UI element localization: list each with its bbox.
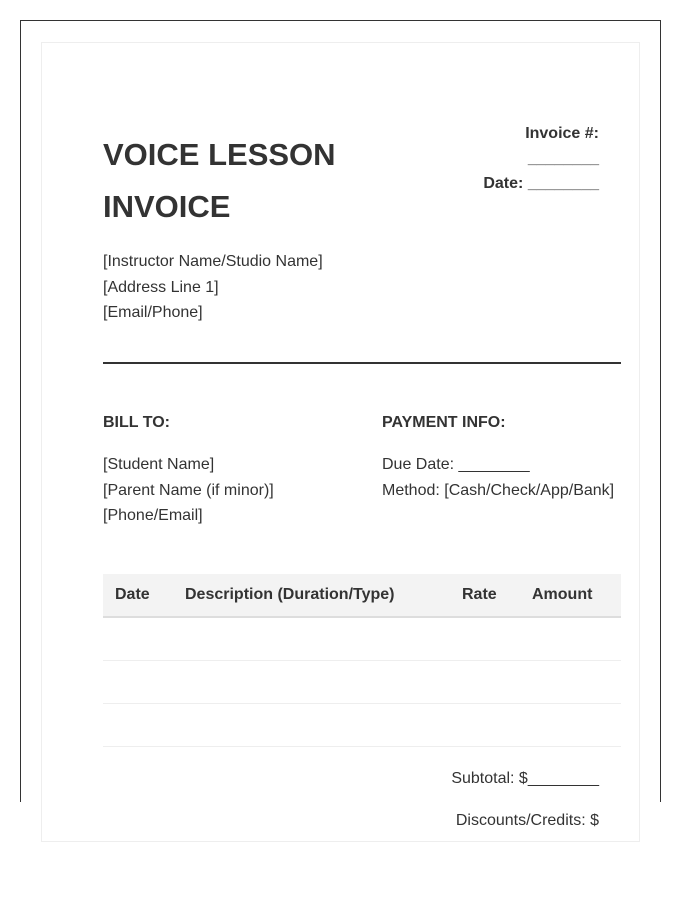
invoice-sheet xyxy=(41,42,640,842)
invoice-date-label: Date: xyxy=(483,175,524,192)
table-row xyxy=(103,703,621,704)
header-divider xyxy=(103,362,621,364)
invoice-number-value: ________ xyxy=(527,150,599,167)
invoice-frame xyxy=(20,20,661,829)
invoice-date xyxy=(449,171,599,196)
payment-method: Method: [Cash/Check/App/Bank] xyxy=(382,481,615,499)
payment-due-date: Due Date: ________ xyxy=(382,456,530,473)
payment-info-heading: PAYMENT INFO: xyxy=(382,414,506,431)
payment-info-block xyxy=(382,452,614,503)
sender-contact: [Email/Phone] xyxy=(103,304,203,321)
bill-to-heading: BILL TO: xyxy=(103,414,170,431)
discounts-line: Discounts/Credits: $ xyxy=(455,812,599,829)
invoice-title xyxy=(103,129,403,233)
table-header-row xyxy=(103,574,621,618)
table-row xyxy=(103,660,621,661)
column-header-amount: Amount xyxy=(532,586,593,603)
bill-to-contact: [Phone/Email] xyxy=(103,507,203,524)
column-header-description: Description (Duration/Type) xyxy=(185,586,395,603)
column-header-rate: Rate xyxy=(462,586,497,603)
invoice-date-value: ________ xyxy=(527,175,599,192)
invoice-meta xyxy=(449,121,599,196)
invoice-title-line-2: INVOICE xyxy=(103,189,231,224)
table-row xyxy=(103,746,621,747)
column-header-date: Date xyxy=(115,586,150,603)
invoice-number-label: Invoice #: xyxy=(525,125,599,142)
sender-block xyxy=(103,249,323,326)
sender-name: [Instructor Name/Studio Name] xyxy=(103,253,323,270)
bill-to-parent: [Parent Name (if minor)] xyxy=(103,481,274,499)
sender-address: [Address Line 1] xyxy=(103,278,219,296)
invoice-title-line-1: VOICE LESSON xyxy=(103,137,336,172)
subtotal-line: Subtotal: $________ xyxy=(451,770,599,787)
bill-to-block xyxy=(103,452,274,529)
bill-to-student: [Student Name] xyxy=(103,456,215,473)
